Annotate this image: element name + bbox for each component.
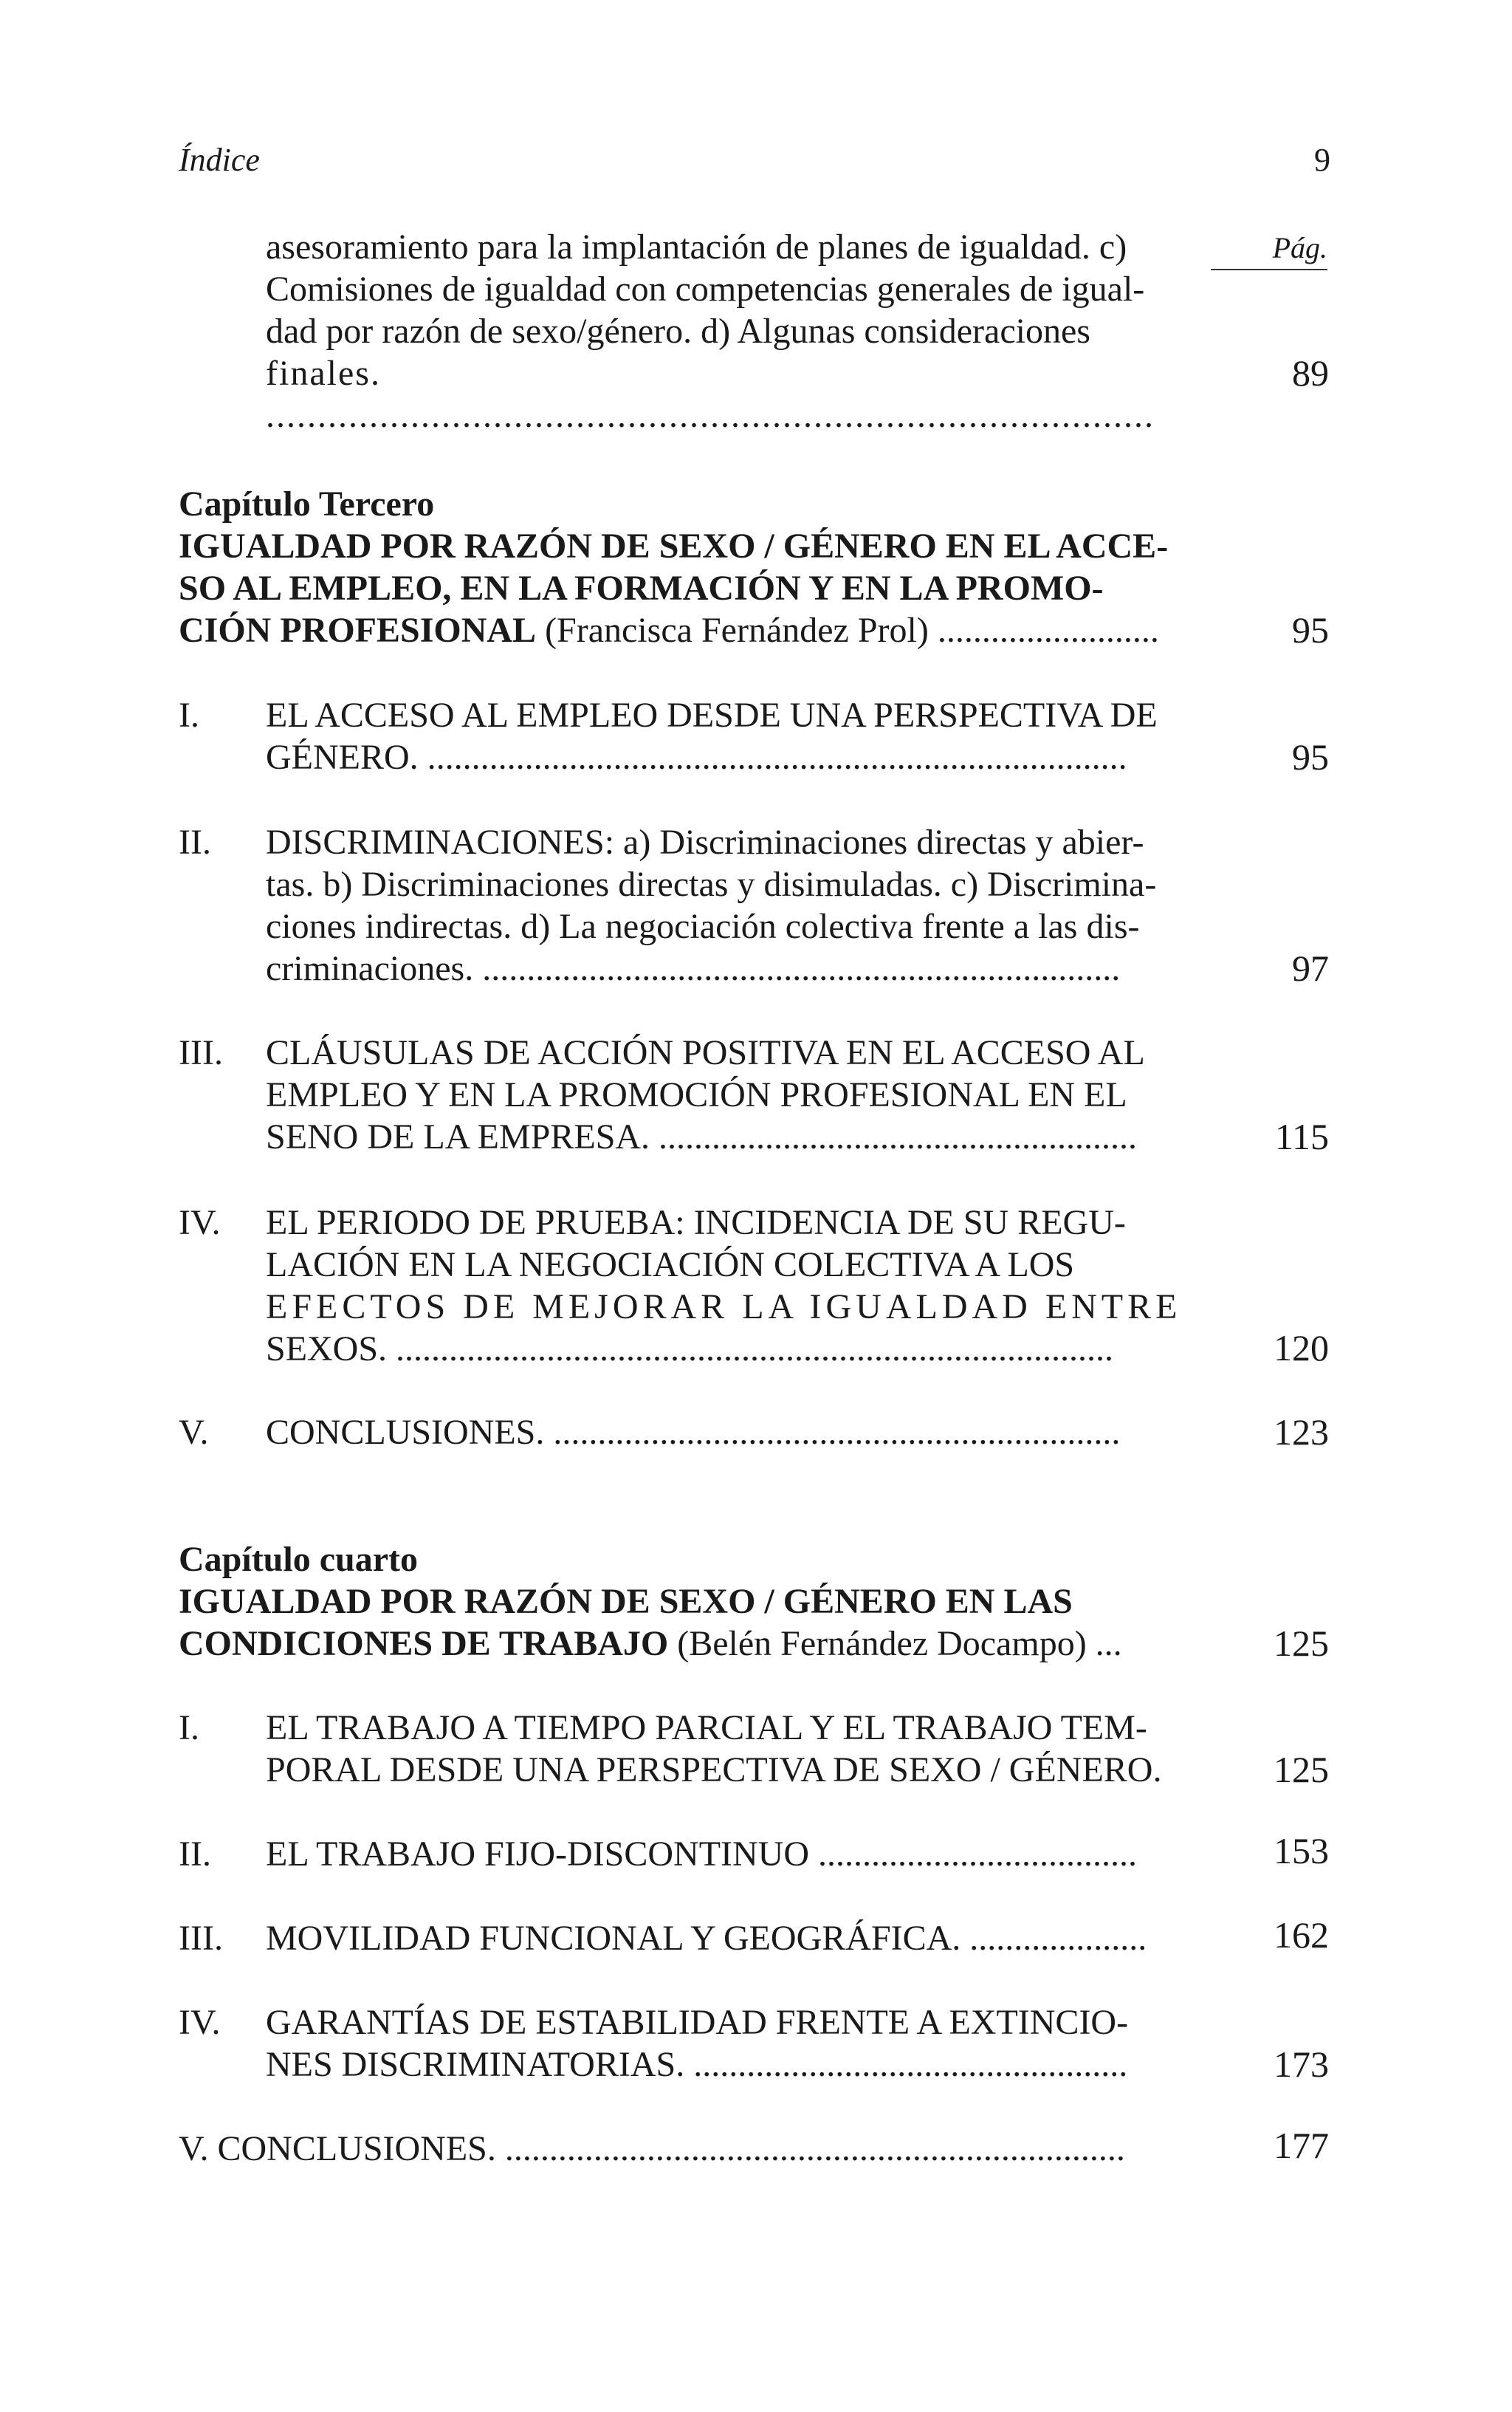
section-number: III. [179,1033,223,1072]
section-title [266,1917,1222,1959]
running-head [179,140,1330,180]
section-number: I. [179,1708,199,1747]
entry-page: 89 [1292,352,1329,394]
entry-line: EL PERIODO DE PRUEBA: INCIDENCIA DE SU REGU- [266,1203,1126,1242]
section-title [266,821,1222,990]
entry-line: DISCRIMINACIONES: a) Discriminaciones directas y abier- [266,823,1144,862]
section-title [266,1032,1222,1158]
section-page: 162 [1274,1914,1329,1956]
entry-line: Comisiones de igualdad con competencias generales de igual- [266,270,1145,309]
chapter-page: 95 [1292,609,1329,651]
entry-line: EL ACCESO AL EMPLEO DESDE UNA PERSPECTIVA DE [266,696,1158,735]
section-page: 97 [1292,948,1329,989]
chapter-author: (Francisca Fernández Prol) ......................... [536,611,1159,650]
section-page: 95 [1292,736,1329,778]
section-title [266,1833,1222,1875]
chapter-3-heading [179,483,1222,651]
entry-line: EL TRABAJO A TIEMPO PARCIAL Y EL TRABAJO TEM- [266,1708,1147,1747]
pag-column-label: Pág. [1211,229,1327,270]
entry-line: asesoramiento para la implantación de planes de igualdad. c) [266,227,1127,267]
section-page: 115 [1274,1116,1329,1157]
section-page: 177 [1274,2125,1329,2166]
section-number: II. [179,1834,211,1874]
section-title-final [179,2128,1222,2170]
section-number: III. [179,1919,223,1958]
entry-line: dad por razón de sexo/género. d) Algunas consideraciones [266,312,1090,351]
entry-line: EL TRABAJO FIJO-DISCONTINUO .................................... [266,1834,1138,1874]
section-title [266,1202,1222,1370]
section-page: 120 [1274,1327,1329,1368]
entry-line: LACIÓN EN LA NEGOCIACIÓN COLECTIVA A LOS [266,1245,1075,1284]
entry-line: EMPLEO Y EN LA PROMOCIÓN PROFESIONAL EN EL [266,1075,1127,1114]
entry-line: PORAL DESDE UNA PERSPECTIVA DE SEXO / GÉNERO. [266,1750,1162,1789]
entry-line: tas. b) Discriminaciones directas y disimuladas. c) Discrimina- [266,865,1157,904]
entry-line: CONCLUSIONES. ................................................................ [266,1413,1121,1452]
entry-line: GÉNERO. ............................................................................... [266,738,1127,777]
running-head-title: Índice [179,142,260,178]
section-number: V. [179,1413,209,1452]
entry-line: EFECTOS DE MEJORAR LA IGUALDAD ENTRE [266,1287,1182,1326]
chapter-label: Capítulo Tercero [179,484,435,524]
chapter-4-heading [179,1538,1222,1665]
section-number: II. [179,823,211,862]
section-title [266,1411,1222,1453]
entry-line: SENO DE LA EMPRESA. ...................................................... [266,1117,1138,1157]
section-number: IV. [179,1203,221,1242]
entry-line: finales. ...................................................................................... [266,354,1155,435]
section-page: 123 [1274,1411,1329,1453]
section-number: I. [179,696,199,735]
entry-line: ciones indirectas. d) La negociación colectiva frente a las dis- [266,907,1140,946]
entry-line: MOVILIDAD FUNCIONAL Y GEOGRÁFICA. .................... [266,1919,1147,1958]
entry-line: SEXOS. ................................................................................. [266,1329,1114,1368]
section-title [266,2001,1222,2086]
section-page: 173 [1274,2043,1329,2085]
entry-line: V. CONCLUSIONES. ...................................................................... [179,2129,1125,2168]
entry-line: criminaciones. ........................................................................ [266,949,1121,988]
chapter-title-line: CIÓN PROFESIONAL [179,611,537,650]
chapter-label: Capítulo cuarto [179,1540,418,1579]
entry-line: NES DISCRIMINATORIAS. ................................................. [266,2045,1128,2084]
chapter-author: (Belén Fernández Docampo) ... [668,1624,1122,1663]
section-page: 125 [1274,1749,1329,1790]
section-number: IV. [179,2003,221,2042]
section-title [266,1707,1222,1791]
chapter-title-line: SO AL EMPLEO, EN LA FORMACIÓN Y EN LA PROMO- [179,569,1104,608]
entry-line: CLÁUSULAS DE ACCIÓN POSITIVA EN EL ACCESO AL [266,1033,1145,1072]
section-title [266,694,1222,778]
toc-entry-continuation [266,226,1222,436]
chapter-title-line: CONDICIONES DE TRABAJO [179,1624,669,1663]
entry-line: GARANTÍAS DE ESTABILIDAD FRENTE A EXTINCIO- [266,2003,1129,2042]
section-page: 153 [1274,1830,1329,1871]
chapter-page: 125 [1274,1623,1329,1664]
page-number: 9 [1314,142,1330,178]
chapter-title-line: IGUALDAD POR RAZÓN DE SEXO / GÉNERO EN LAS [179,1582,1073,1621]
chapter-title-line: IGUALDAD POR RAZÓN DE SEXO / GÉNERO EN EL ACCE- [179,527,1169,566]
